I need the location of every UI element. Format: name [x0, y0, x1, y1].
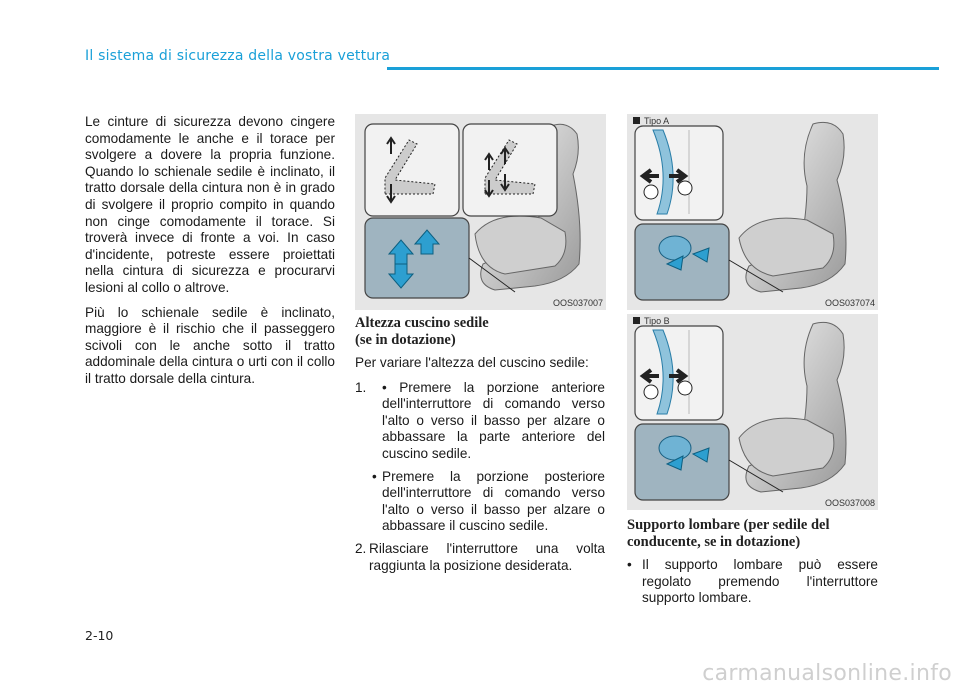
- page-number: 2-10: [85, 628, 114, 643]
- section-title-line: (se in dotazione): [355, 331, 456, 348]
- step-2-text: Rilasciare l'interruttore una volta raggiunta la posizione desiderata.: [369, 540, 605, 573]
- left-column: [85, 114, 335, 396]
- section-title-cushion-height: [355, 315, 605, 348]
- step-1b: [372, 469, 605, 535]
- bullet-dot: •: [372, 468, 377, 484]
- watermark: carmanualsonline.info: [702, 661, 952, 686]
- step-1a: • Premere la porzione anteriore dell'interruttore di comando verso l'alto o verso il basso per alzare o abbassare la parte anteriore del cuscino sedile.: [382, 379, 605, 461]
- type-label-text: Tipo B: [644, 316, 670, 326]
- right-column: [627, 517, 878, 607]
- step-2: [355, 541, 605, 574]
- section-title-lumbar: [627, 517, 878, 550]
- lumbar-bullet-text: Il supporto lombare può essere regolato premendo l'interruttore supporto lombare.: [642, 557, 878, 606]
- bullet-dot: •: [627, 557, 632, 572]
- figure-code: OOS037008: [824, 498, 875, 508]
- lumbar-support-illustration: [627, 114, 878, 310]
- section-title-line: Altezza cuscino sedile: [355, 315, 489, 331]
- paragraph-belt-fit: Le cinture di sicurezza devono cingere comodamente le anche e il torace per svolgere a dovere la propria funzione. Quando lo schienale sedile è inclinato, il tratto dorsale della cintura non è in grado di svolgere il proprio compito in quando non cinge comodamente il torace. Si troverà invece di fronte a voi. In caso d'incidente, potreste essere proiettati nella cintura di sicurezza e procurarvi lesioni al collo o altrove.: [85, 114, 335, 295]
- header-divider: [387, 67, 939, 70]
- figure-type-label: [633, 116, 669, 126]
- type-label-text: Tipo A: [644, 116, 670, 126]
- square-bullet-icon: [633, 117, 640, 124]
- paragraph-recline-risk: Più lo schienale sedile è inclinato, maggiore è il rischio che il passeggero scivoli con le anche sotto il tratto addominale della cintura o urti con il collo il tratto dorsale della cintura.: [85, 304, 335, 386]
- lumbar-bullet: [627, 557, 878, 607]
- step-1: [355, 380, 605, 463]
- step-number: 1.: [355, 379, 367, 395]
- section-header-title: Il sistema di sicurezza della vostra vettura: [85, 48, 391, 64]
- figure-code: OOS037074: [824, 298, 875, 308]
- step-1b-text: Premere la porzione posteriore dell'interruttore di comando verso l'alto o verso il basso per alzare o abbassare il cuscino sedile.: [382, 468, 605, 534]
- step-number: 2.: [355, 540, 367, 556]
- figure-code: OOS037007: [552, 298, 603, 308]
- figure-seat-height: [355, 114, 606, 310]
- cushion-intro: Per variare l'altezza del cuscino sedile:: [355, 355, 589, 370]
- step-1b-wrapper: [355, 469, 605, 535]
- figure-type-label: [633, 316, 670, 326]
- seat-height-control-illustration: [355, 114, 606, 310]
- section-title-line: Supporto lombare (per sedile del: [627, 517, 830, 533]
- middle-column: [355, 315, 605, 580]
- square-bullet-icon: [633, 317, 640, 324]
- figure-lumbar-type-b: [627, 314, 878, 510]
- section-title-line: conducente, se in dotazione): [627, 533, 801, 550]
- figure-lumbar-type-a: [627, 114, 878, 310]
- lumbar-support-illustration: [627, 314, 878, 510]
